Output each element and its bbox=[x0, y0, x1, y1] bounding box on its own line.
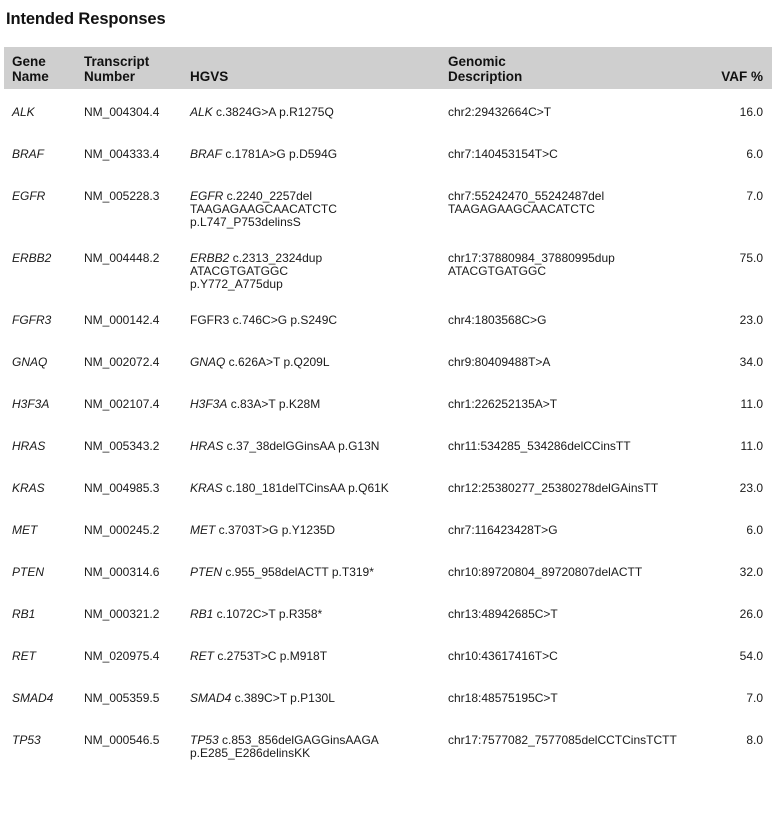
hgvs-cell bbox=[190, 482, 440, 495]
transcript-number-cell: NM_002107.4 bbox=[84, 397, 160, 411]
hgvs-cell bbox=[190, 524, 440, 537]
gene-name-cell: PTEN bbox=[12, 565, 45, 579]
hgvs-cell bbox=[190, 692, 440, 705]
genomic-description-cell: chr10:43617416T>C bbox=[448, 649, 558, 663]
hgvs-variant: c.746C>G p.S249C bbox=[229, 313, 338, 327]
hgvs-variant: c.1072C>T p.R358* bbox=[213, 607, 323, 621]
table-row bbox=[4, 131, 772, 173]
table-row bbox=[4, 549, 772, 591]
vaf-cell: 34.0 bbox=[739, 355, 763, 369]
vaf-cell: 54.0 bbox=[739, 649, 763, 663]
genomic-description-cell: chr13:48942685C>T bbox=[448, 607, 558, 621]
transcript-number-cell: NM_004985.3 bbox=[84, 481, 160, 495]
genomic-description-cell: chr12:25380277_25380278delGAinsTT bbox=[448, 481, 659, 495]
column-header-vaf: VAF % bbox=[721, 69, 763, 84]
hgvs-variant: c.180_181delTCinsAA p.Q61K bbox=[222, 481, 389, 495]
genomic-description-cell: chr2:29432664C>T bbox=[448, 105, 552, 119]
transcript-number-cell: NM_005359.5 bbox=[84, 691, 160, 705]
genomic-description-cell: chr10:89720804_89720807delACTT bbox=[448, 565, 643, 579]
page-title: Intended Responses bbox=[6, 10, 166, 28]
gene-name-cell: TP53 bbox=[12, 733, 41, 747]
gene-name-cell: SMAD4 bbox=[12, 691, 54, 705]
transcript-number-cell: NM_004333.4 bbox=[84, 147, 160, 161]
transcript-number-cell: NM_000546.5 bbox=[84, 733, 160, 747]
genomic-description-cell: chr7:55242470_55242487del TAAGAGAAGCAACATCTC bbox=[448, 189, 605, 216]
hgvs-cell bbox=[190, 734, 440, 760]
intended-responses-table bbox=[4, 47, 772, 779]
column-header-hgvs: HGVS bbox=[190, 69, 229, 84]
hgvs-cell bbox=[190, 440, 440, 453]
transcript-number-cell: NM_005228.3 bbox=[84, 189, 160, 203]
gene-name-cell: BRAF bbox=[12, 147, 45, 161]
hgvs-gene-symbol: MET bbox=[190, 523, 216, 537]
vaf-cell: 11.0 bbox=[740, 397, 763, 411]
hgvs-cell bbox=[190, 566, 440, 579]
gene-name-cell: FGFR3 bbox=[12, 313, 52, 327]
hgvs-gene-symbol: HRAS bbox=[190, 439, 224, 453]
gene-name-cell: ALK bbox=[12, 105, 35, 119]
hgvs-gene-symbol: TP53 bbox=[190, 733, 219, 747]
hgvs-gene-symbol: FGFR3 bbox=[190, 313, 230, 327]
transcript-number-cell: NM_004448.2 bbox=[84, 251, 160, 265]
hgvs-gene-symbol: ALK bbox=[190, 105, 213, 119]
hgvs-variant: c.2313_2324dup ATACGTGATGGC p.Y772_A775dup bbox=[190, 251, 323, 291]
vaf-cell: 23.0 bbox=[739, 313, 763, 327]
hgvs-gene-symbol: H3F3A bbox=[190, 397, 228, 411]
table-row bbox=[4, 675, 772, 717]
transcript-number-cell: NM_020975.4 bbox=[84, 649, 160, 663]
table-row bbox=[4, 633, 772, 675]
vaf-cell: 8.0 bbox=[746, 733, 763, 747]
hgvs-variant: c.955_958delACTT p.T319* bbox=[222, 565, 374, 579]
gene-name-cell: HRAS bbox=[12, 439, 46, 453]
hgvs-gene-symbol: ERBB2 bbox=[190, 251, 230, 265]
hgvs-variant: c.3703T>G p.Y1235D bbox=[215, 523, 336, 537]
table-row bbox=[4, 423, 772, 465]
gene-name-cell: ERBB2 bbox=[12, 251, 52, 265]
hgvs-variant: c.2240_2257del TAAGAGAAGCAACATCTC p.L747_P753delinsS bbox=[190, 189, 337, 229]
hgvs-gene-symbol: RB1 bbox=[190, 607, 214, 621]
table-row bbox=[4, 591, 772, 633]
table-row bbox=[4, 465, 772, 507]
hgvs-gene-symbol: SMAD4 bbox=[190, 691, 232, 705]
hgvs-variant: c.853_856delGAGGinsAAGA p.E285_E286delinsKK bbox=[190, 733, 379, 760]
vaf-cell: 75.0 bbox=[739, 251, 763, 265]
genomic-description-cell: chr4:1803568C>G bbox=[448, 313, 547, 327]
hgvs-variant: c.37_38delGGinsAA p.G13N bbox=[223, 439, 380, 453]
hgvs-cell bbox=[190, 106, 440, 119]
vaf-cell: 16.0 bbox=[739, 105, 763, 119]
vaf-cell: 7.0 bbox=[746, 691, 763, 705]
vaf-cell: 11.0 bbox=[740, 439, 763, 453]
hgvs-variant: c.2753T>C p.M918T bbox=[214, 649, 328, 663]
gene-name-cell: RET bbox=[12, 649, 36, 663]
vaf-cell: 6.0 bbox=[746, 523, 763, 537]
transcript-number-cell: NM_000142.4 bbox=[84, 313, 160, 327]
hgvs-cell bbox=[190, 314, 440, 327]
hgvs-gene-symbol: GNAQ bbox=[190, 355, 226, 369]
gene-name-cell: KRAS bbox=[12, 481, 45, 495]
table-row bbox=[4, 89, 772, 131]
table-row bbox=[4, 235, 772, 297]
gene-name-cell: H3F3A bbox=[12, 397, 50, 411]
vaf-cell: 32.0 bbox=[739, 565, 763, 579]
hgvs-gene-symbol: RET bbox=[190, 649, 214, 663]
hgvs-gene-symbol: EGFR bbox=[190, 189, 224, 203]
hgvs-gene-symbol: BRAF bbox=[190, 147, 223, 161]
table-row bbox=[4, 717, 772, 779]
genomic-description-cell: chr7:140453154T>C bbox=[448, 147, 558, 161]
column-header-genomic-description: Genomic Description bbox=[448, 54, 523, 84]
transcript-number-cell: NM_005343.2 bbox=[84, 439, 160, 453]
genomic-description-cell: chr11:534285_534286delCCinsTT bbox=[448, 439, 631, 453]
hgvs-cell bbox=[190, 148, 440, 161]
genomic-description-cell: chr17:7577082_7577085delCCTCinsTCTT bbox=[448, 733, 677, 747]
genomic-description-cell: chr18:48575195C>T bbox=[448, 691, 558, 705]
hgvs-cell bbox=[190, 650, 440, 663]
column-header-transcript-number: Transcript Number bbox=[84, 54, 150, 84]
hgvs-variant: c.389C>T p.P130L bbox=[231, 691, 335, 705]
gene-name-cell: MET bbox=[12, 523, 38, 537]
hgvs-cell bbox=[190, 608, 440, 621]
gene-name-cell: RB1 bbox=[12, 607, 36, 621]
gene-name-cell: EGFR bbox=[12, 189, 46, 203]
vaf-cell: 23.0 bbox=[739, 481, 763, 495]
transcript-number-cell: NM_000314.6 bbox=[84, 565, 160, 579]
vaf-cell: 6.0 bbox=[746, 147, 763, 161]
table-body bbox=[4, 89, 772, 779]
gene-name-cell: GNAQ bbox=[12, 355, 48, 369]
table-row bbox=[4, 339, 772, 381]
table-header-row bbox=[4, 47, 772, 89]
table-row bbox=[4, 381, 772, 423]
hgvs-variant: c.3824G>A p.R1275Q bbox=[212, 105, 334, 119]
genomic-description-cell: chr1:226252135A>T bbox=[448, 397, 558, 411]
genomic-description-cell: chr7:116423428T>G bbox=[448, 523, 558, 537]
hgvs-variant: c.1781A>G p.D594G bbox=[222, 147, 338, 161]
hgvs-gene-symbol: KRAS bbox=[190, 481, 223, 495]
table-row bbox=[4, 173, 772, 235]
genomic-description-cell: chr9:80409488T>A bbox=[448, 355, 551, 369]
hgvs-gene-symbol: PTEN bbox=[190, 565, 223, 579]
vaf-cell: 26.0 bbox=[739, 607, 763, 621]
table-row bbox=[4, 297, 772, 339]
hgvs-variant: c.83A>T p.K28M bbox=[227, 397, 321, 411]
hgvs-cell bbox=[190, 398, 440, 411]
transcript-number-cell: NM_004304.4 bbox=[84, 105, 160, 119]
hgvs-cell bbox=[190, 252, 440, 291]
hgvs-cell bbox=[190, 190, 440, 229]
table-row bbox=[4, 507, 772, 549]
column-header-gene-name: Gene Name bbox=[12, 54, 49, 84]
hgvs-variant: c.626A>T p.Q209L bbox=[225, 355, 330, 369]
vaf-cell: 7.0 bbox=[746, 189, 763, 203]
transcript-number-cell: NM_002072.4 bbox=[84, 355, 160, 369]
genomic-description-cell: chr17:37880984_37880995dup ATACGTGATGGC bbox=[448, 251, 615, 278]
transcript-number-cell: NM_000245.2 bbox=[84, 523, 160, 537]
transcript-number-cell: NM_000321.2 bbox=[84, 607, 160, 621]
hgvs-cell bbox=[190, 356, 440, 369]
